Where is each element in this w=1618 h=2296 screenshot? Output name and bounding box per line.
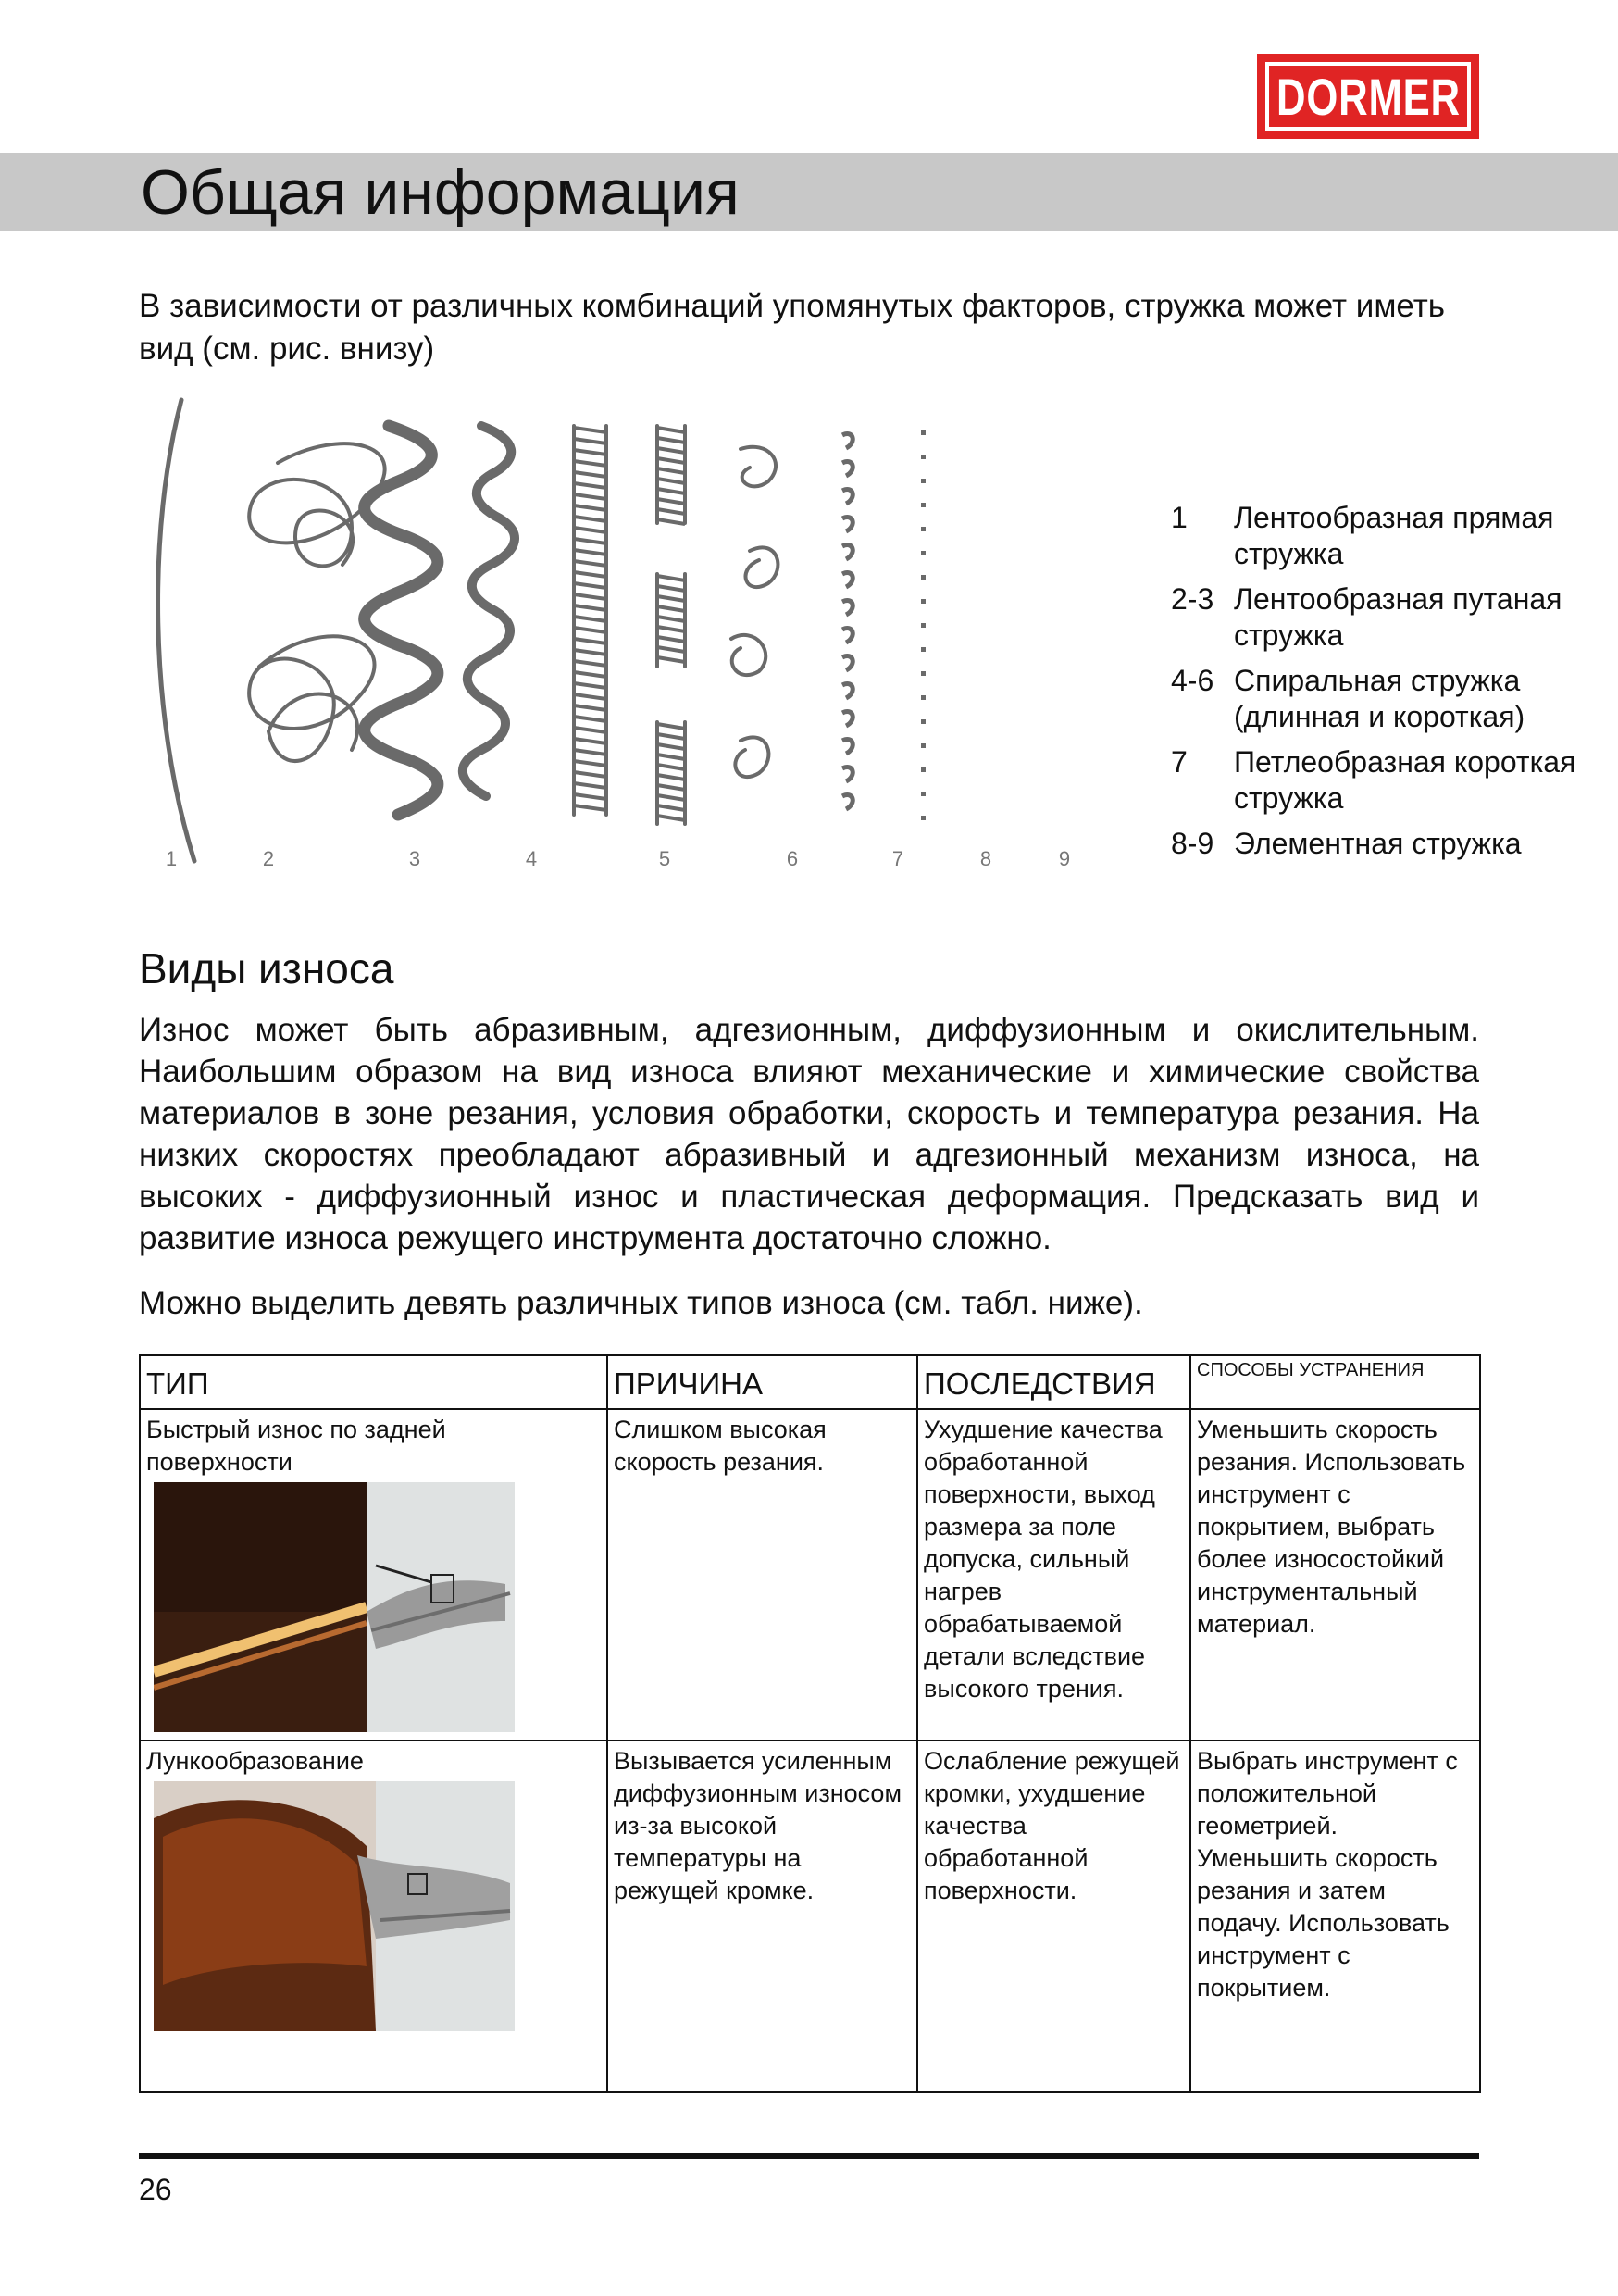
chip-5-coil-turn [574,650,606,655]
chip-5-coil-turn [574,583,606,588]
chip-8-element [842,601,853,615]
chip-types-figure [139,389,1101,889]
legend-label: Спиральная стружка (длинная и короткая) [1234,664,1525,733]
chip-9-element [921,816,926,820]
cell-type [140,1409,607,1741]
chip-6-coil-turn [657,586,685,591]
legend-number: 1 [1171,501,1188,534]
chip-5-coil-turn [574,739,606,743]
chip-6-coil-turn [657,606,685,611]
legend-label: Петлеобразная короткая стружка [1234,745,1576,815]
chip-5-coil-turn [574,705,606,710]
chip-6-coil-turn [657,438,685,443]
chip-5-coil-turn [574,683,606,688]
chip-5-coil-turn [574,483,606,488]
chip-9-element [921,455,926,459]
chip-8-element [842,462,853,476]
chip-9-element [921,671,926,676]
chip-5-coil-turn [574,605,606,610]
cell-remedy: Выбрать инструмент с положительной геометрией. Уменьшить скорость резания и затем подачу. Использовать инструмент с покрытием. [1190,1741,1480,2092]
chip-9-element [921,623,926,628]
chip-6-coil-turn [657,428,685,432]
chip-6-coil-turn [657,576,685,580]
chip-9-element [921,599,926,604]
figure-number: 4 [525,847,538,870]
chip-8-element [842,684,853,698]
header-effects: ПОСЛЕДСТВИЯ [917,1355,1190,1409]
logo-frame [1265,62,1471,131]
chip-9-element [921,551,926,555]
chip-6-coil-turn [657,596,685,601]
table-row [140,1409,1480,1741]
chip-5-coil-turn [574,472,606,477]
chip-9-element [921,719,926,724]
chip-6-coil-turn [657,724,685,729]
figure-number: 3 [408,847,421,870]
wear-types-intro: Можно выделить девять различных типов износа (см. табл. ниже). [139,1285,1143,1321]
chip-9-element [921,743,926,748]
chip-6-coil-turn [657,775,685,780]
figure-number: 6 [786,847,799,870]
chip-9-element [921,575,926,580]
chip-9-element [921,527,926,531]
chip-8-element [842,740,853,754]
figure-number: 1 [165,847,178,870]
wear-table [139,1354,1481,2093]
dormer-logo [1257,54,1479,139]
chip-6-coil-turn [657,627,685,631]
page-title: Общая информация [141,157,740,228]
chip-9-element [921,792,926,796]
figure-number: 8 [979,847,992,870]
legend-label: Лентообразная прямая стружка [1234,501,1554,570]
header-cause: ПРИЧИНА [607,1355,917,1409]
chip-6-coil-turn [657,509,685,514]
chip-8-element [842,518,853,531]
chip-5-coil-turn [574,450,606,455]
legend-item [1171,663,1606,735]
chip-5-coil-turn [574,728,606,732]
wear-type-label: Быстрый износ по задней поверхности [146,1416,446,1476]
chip-6-coil-turn [657,499,685,504]
legend-number: 2-3 [1171,582,1214,616]
header-remedy: СПОСОБЫ УСТРАНЕНИЯ [1190,1355,1480,1409]
legend-number: 8-9 [1171,827,1214,860]
table-header-row [140,1355,1480,1409]
footer-rule [139,2152,1479,2159]
chip-5-coil-turn [574,528,606,532]
chip-8-element [842,573,853,587]
figure-number: 2 [262,847,275,870]
cell-effects: Ухудшение качества обработанной поверхности, выход размера за поле допуска, сильный нагрев обрабатываемой детали вследствие высокого трения. [917,1409,1190,1741]
chip-5-coil-turn [574,517,606,521]
chip-6-coil-turn [657,468,685,473]
chip-9-element [921,695,926,700]
chip-5-coil-turn [574,505,606,510]
chip-5-coil-turn [574,561,606,566]
chip-3-zigzag-ribbon [365,426,438,815]
chip-9-element [921,430,926,435]
chip-8-element [842,795,853,809]
chip-5-coil-turn [574,594,606,599]
legend-label: Элементная стружка [1234,827,1522,860]
chip-8-element [842,767,853,781]
figure-number: 9 [1058,847,1071,870]
chip-legend [1171,500,1606,871]
chip-5-coil-turn [574,539,606,543]
legend-item [1171,744,1606,817]
chip-6-coil-turn [657,489,685,493]
chip-5-coil-turn [574,783,606,788]
intro-text: В зависимости от различных комбинаций упомянутых факторов, стружка может иметь вид (см. рис. внизу) [139,288,1445,367]
chip-9-element [921,479,926,483]
chip-5-coil-turn [574,494,606,499]
chip-5-coil-turn [574,428,606,432]
chip-6-coil-turn [657,795,685,800]
chip-8-element [842,434,853,448]
chip-6-coil-turn [657,458,685,463]
chip-5-coil-turn [574,550,606,555]
wear-paragraph: Износ может быть абразивным, адгезионным, диффузионным и окислительным. Наибольшим образом на вид износа влияют механические и химические свойства материалов в зоне резания, условия обработки, скорость и температура резания. На низких скоростях преобладают абразивный и адгезионный механизм износа, на высоких - диффузионный износ и пластическая деформация. Предсказать вид и развитие износа режущего инструмента достаточно сложно. [139,1012,1479,1256]
table-row [140,1741,1480,2092]
chip-5-coil-turn [574,672,606,677]
figure-number: 7 [891,847,904,870]
legend-item [1171,826,1606,862]
chip-6-coil-turn [657,755,685,759]
chip-5-coil-turn [574,439,606,443]
chip-6-coil-turn [657,765,685,769]
chip-8-element [842,712,853,726]
chip-6-coil-turn [657,519,685,524]
chip-8-element [842,629,853,643]
chip-9-element [921,647,926,652]
section-title: Виды износа [139,944,394,992]
chip-5-coil-turn [574,761,606,766]
logo-text: DORMER [1276,67,1461,126]
cell-cause: Слишком высокая скорость резания. [607,1409,917,1741]
chip-2-tangled-ribbon [249,443,384,761]
chip-6-coil-turn [657,744,685,749]
cell-cause: Вызывается усиленным диффузионным износом из-за высокой температуры на режущей кромке. [607,1741,917,2092]
legend-label: Лентообразная путаная стружка [1234,582,1562,652]
chip-5-coil-turn [574,694,606,699]
chip-6-coil-turn [657,805,685,810]
chip-6-coil-turn [657,647,685,652]
chip-9-element [921,503,926,507]
header-type: ТИП [140,1355,607,1409]
chip-6-coil-turn [657,734,685,739]
chip-6-coil-turn [657,448,685,453]
page-number: 26 [139,2173,172,2206]
legend-item [1171,581,1606,654]
chip-7-loop-chips [731,447,778,777]
flank-wear-photo [154,1482,515,1732]
chip-4-spiral [463,426,515,796]
cell-type [140,1741,607,2092]
legend-number: 4-6 [1171,664,1214,697]
chip-1-straight-ribbon [158,400,194,861]
chip-5-coil-turn [574,461,606,466]
wear-type-label: Лункообразование [146,1747,364,1775]
chip-6-coil-turn [657,637,685,642]
legend-number: 7 [1171,745,1188,779]
chip-5-coil-turn [574,639,606,643]
chip-8-element [842,656,853,670]
chip-6-coil-turn [657,785,685,790]
figure-number: 5 [658,847,671,870]
crater-wear-photo [154,1781,515,2031]
chip-8-element [842,490,853,504]
legend-item [1171,500,1606,572]
chip-5-coil-turn [574,772,606,777]
chip-6-coil-turn [657,479,685,483]
cell-effects: Ослабление режущей кромки, ухудшение качества обработанной поверхности. [917,1741,1190,2092]
chip-5-coil-turn [574,628,606,632]
chip-6-coil-turn [657,816,685,820]
chip-5-coil-turn [574,794,606,799]
chip-5-coil-turn [574,572,606,577]
chip-6-coil-turn [657,617,685,621]
chip-6-coil-turn [657,657,685,662]
chip-8-element [842,545,853,559]
chip-5-coil-turn [574,617,606,621]
chip-5-coil-turn [574,717,606,721]
cell-remedy: Уменьшить скорость резания. Использовать инструмент с покрытием, выбрать более износостойкий инструментальный материал. [1190,1409,1480,1741]
chip-5-coil-turn [574,750,606,755]
chip-9-element [921,767,926,772]
chip-5-coil-turn [574,661,606,666]
chip-5-coil-turn [574,805,606,810]
